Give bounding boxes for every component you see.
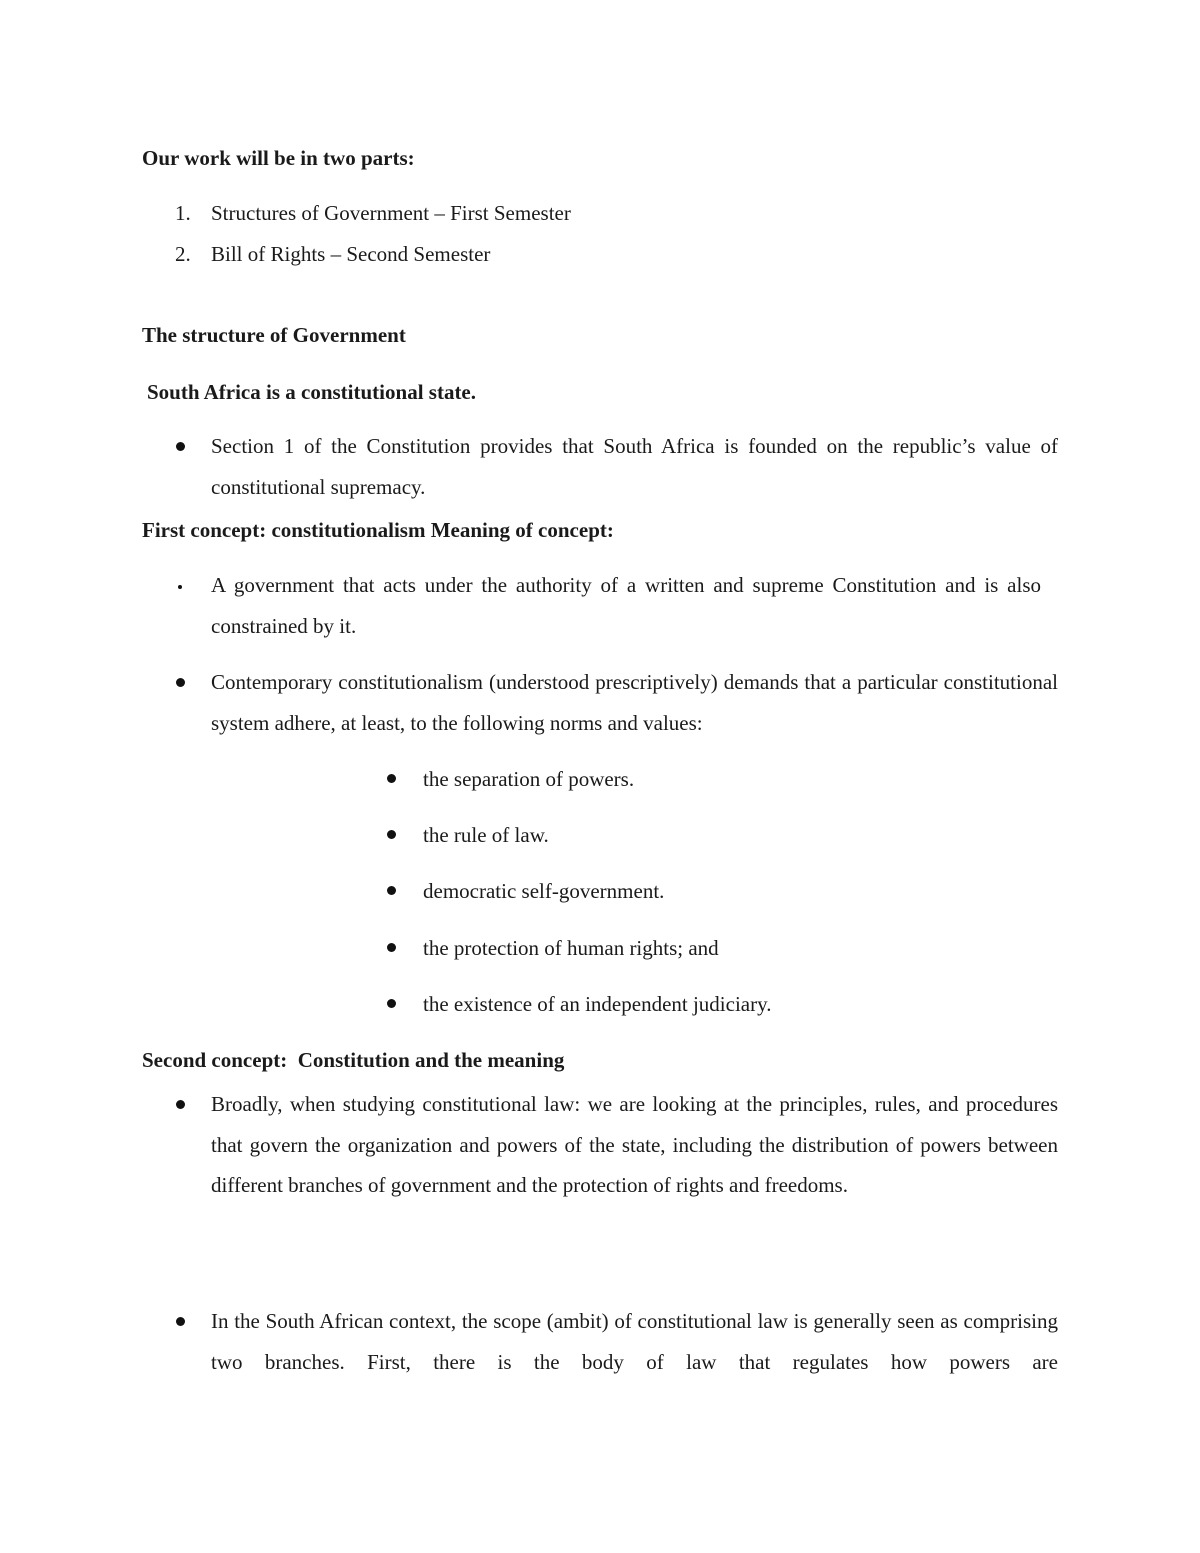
bullet-icon <box>176 678 185 687</box>
bullet-icon <box>178 585 182 589</box>
heading-second-concept: Second concept: Constitution and the meaning <box>142 1048 565 1072</box>
heading-first-concept: First concept: constitutionalism Meaning of concept: <box>142 518 614 542</box>
list-item: Contemporary constitutionalism (understood prescriptively) demands that a particular constitutional system adhere, at least, to the following norms and values: <box>211 670 1058 735</box>
bullet-icon <box>387 999 396 1008</box>
bullet-icon <box>387 886 396 895</box>
list-number: 1. <box>175 201 191 225</box>
heading-state: South Africa is a constitutional state. <box>147 380 477 404</box>
list-item: Broadly, when studying constitutional law: we are looking at the principles, rules, and procedures that govern the organization and powers of the state, including the distribution of powers between different branches of government and the protection of rights and freedoms. <box>211 1092 1058 1197</box>
list-item: Section 1 of the Constitution provides that South Africa is founded on the republic’s value of constitutional supremacy. <box>211 434 1058 499</box>
bullet-icon <box>387 830 396 839</box>
bullet-icon <box>176 442 185 451</box>
list-item: In the South African context, the scope (ambit) of constitutional law is generally seen as comprising two branches. First, there is the body of law that regulates how powers are <box>211 1309 1058 1374</box>
list-item: democratic self-government. <box>423 879 665 903</box>
list-item: Structures of Government – First Semester <box>211 201 571 225</box>
list-number: 2. <box>175 242 191 266</box>
list-item: Bill of Rights – Second Semester <box>211 242 491 266</box>
bullet-icon <box>387 774 396 783</box>
heading-structure: The structure of Government <box>142 323 406 347</box>
bullet-icon <box>176 1317 185 1326</box>
list-item: the rule of law. <box>423 823 549 847</box>
list-item: the protection of human rights; and <box>423 936 719 960</box>
heading-parts: Our work will be in two parts: <box>142 146 415 170</box>
bullet-icon <box>387 943 396 952</box>
bullet-icon <box>176 1100 185 1109</box>
list-item: the existence of an independent judiciary. <box>423 992 772 1016</box>
list-item: A government that acts under the authority of a written and supreme Constitution and is also constrained by it. <box>211 573 1041 638</box>
list-item: the separation of powers. <box>423 767 635 791</box>
